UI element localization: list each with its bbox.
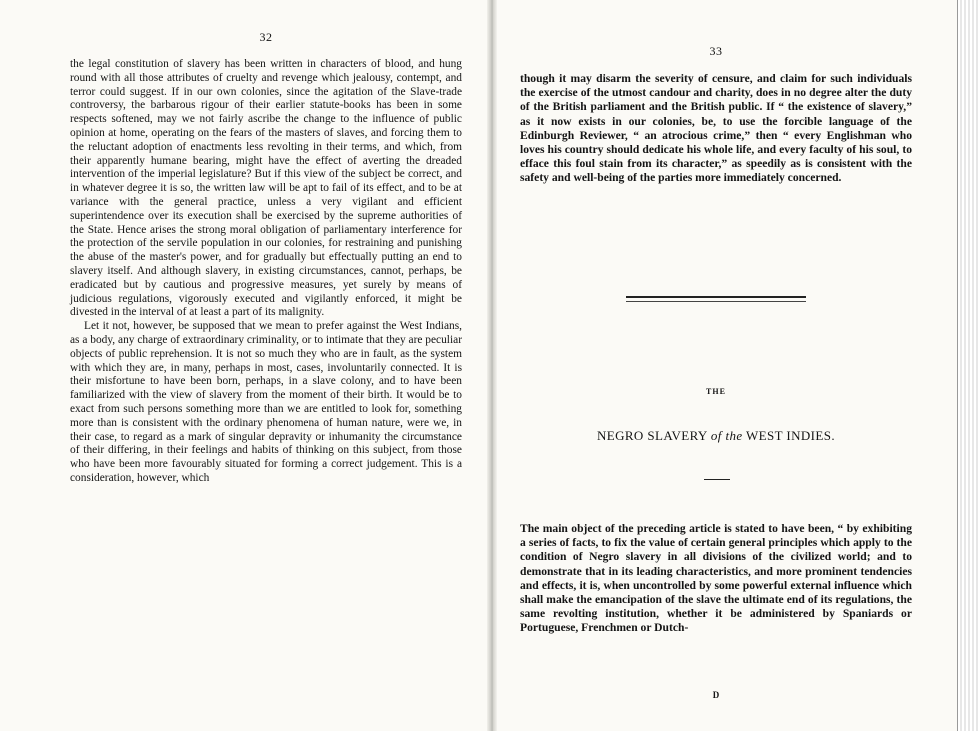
page-number-left: 32: [259, 30, 273, 44]
left-paragraph-1: the legal constitution of slavery has been written in characters of blood, and hung round with all those attributes of cruelty and revenge which jealousy, contempt, and terror could suggest. If in our own colonies, since the agitation of the Slave-trade controversy, the barbarous rigour of their earlier statute-books has been in some respects softened, may we not fairly ascribe the change to the influence of public opinion at home, operating on the fears of the masters of slaves, and forcing them to the reluctant adoption of enactments less revolting in their terms, and which, from their apparently humane bearing, might have the effect of averting the dreaded intervention of the imperial legislature? But if this view of the subject be correct, and in whatever degree it is so, the written law will be apt to fail of its effect, and to be at variance with the general practice, unless a very vigilant and efficient superintendence over its execution shall be exercised by the supreme authorities of the State. Hence arises the strong moral obligation of parliamentary interference for the protection of the servile population in our colonies, for restraining and punishing the abuse of the master's power, and for gradually but effectually putting an end to slavery itself. And although slavery, in existing circumstances, cannot, perhaps, be eradicated but by cautious and progressive measures, yet surely by means of judicious regulations, vigorously executed and vigilantly enforced, it might be divested in the interval of at least a part of its malignity.: [70, 58, 462, 319]
right-page: [520, 0, 912, 731]
right-top-paragraph: though it may disarm the severity of censure, and claim for such individuals the exercise of the utmost candour and charity, does in no degree alter the duty of the British parliament and the British public. If “ the existence of slavery,” as it now exists in our colonies, be, to use the forcible language of the Edinburgh Reviewer, “ an atrocious crime,” then “ every Englishman who loves his country should dedicate his whole life, and every faculty of his soul, to efface this foul stain from its character,” as speedily as is consistent with the safety and well-being of the parties more immediately concerned.: [520, 72, 912, 185]
left-paragraph-2: Let it not, however, be supposed that we mean to prefer against the West Indians, as a body, any charge of extraordinary criminality, or to intimate that they are peculiar objects of public reprehension. It is not so much they who are in fault, as the system with which they are, in many, perhaps in most, cases, involuntarily connected. It is their misfortune to have been born, perhaps, in a slave colony, and to have been familiarized with the view of slavery from the moment of their birth. It would be to exact from such persons something more than we are entitled to look for, something more than is consistent with the ordinary phenomena of human nature, were we, in their case, to regard as a mark of singular depravity or inhumanity the circumstance of their differing, in their feelings and habits of thinking on this subject, from those who have been more favourably situated for forming a correct judgement. This is a consideration, however, which: [70, 320, 462, 484]
section-title-main: NEGRO SLAVERY: [596, 428, 708, 443]
title-dash: [704, 479, 730, 480]
signature-mark: D: [712, 690, 720, 700]
left-page: [70, 0, 462, 731]
section-title: [520, 428, 912, 444]
section-title-end: WEST INDIES.: [745, 428, 836, 443]
page-number-right: 33: [709, 44, 723, 58]
section-the: THE: [706, 387, 726, 396]
left-page-text: [70, 58, 462, 486]
page-edges: [957, 0, 980, 731]
book-gutter: [487, 0, 497, 731]
section-rule: [626, 296, 806, 302]
section-title-of-the: of the: [710, 428, 743, 443]
right-body-paragraph: The main object of the preceding article is stated to have been, “ by exhibiting a series of facts, to fix the value of certain general principles which apply to the condition of Negro slavery in all divisions of the civilized world; and to demonstrate that in its leading characteristics, and more prominent tendencies and effects, it is, when uncontrolled by some powerful external influence which shall make the emancipation of the slave the ultimate end of its regulations, the same revolting institution, whether it be administered by Spaniards or Portuguese, Frenchmen or Dutch-: [520, 522, 912, 635]
